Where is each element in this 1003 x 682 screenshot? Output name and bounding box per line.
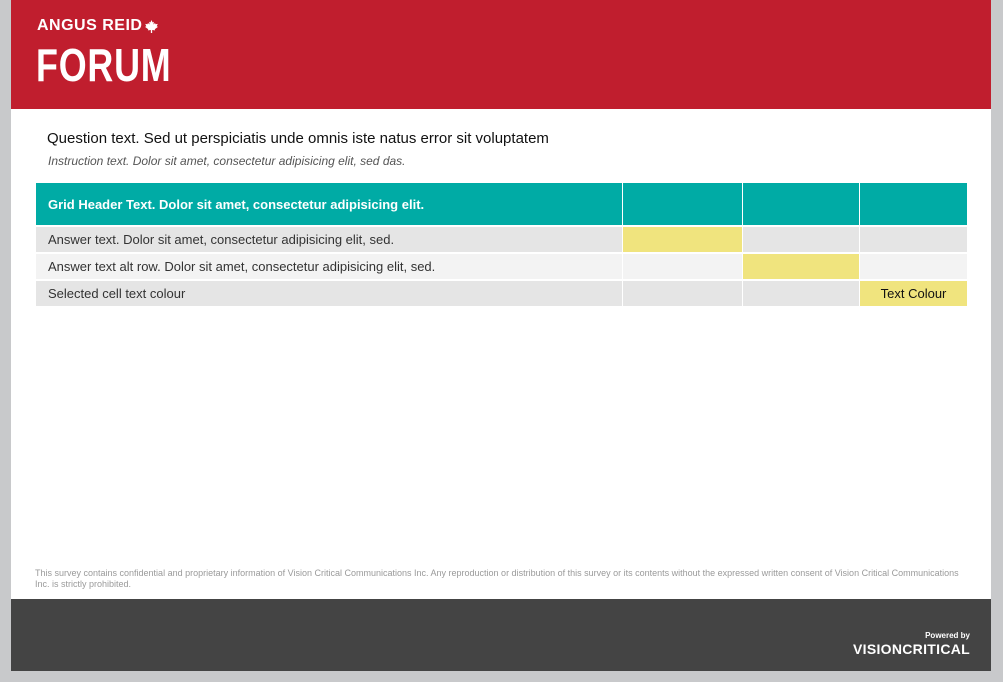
question-text: Question text. Sed ut perspiciatis unde omnis iste natus error sit voluptatem xyxy=(47,130,549,147)
header-banner xyxy=(11,0,991,109)
answer-cell-3-1[interactable] xyxy=(623,281,743,306)
grid-header-text: Grid Header Text. Dolor sit amet, consectetur adipisicing elit. xyxy=(36,183,623,225)
brand-logo-top xyxy=(37,17,158,35)
grid-header-column-1 xyxy=(623,183,743,225)
instruction-text: Instruction text. Dolor sit amet, consectetur adipisicing elit, sed das. xyxy=(48,154,406,168)
answer-label-3: Selected cell text colour xyxy=(36,281,623,306)
answer-grid xyxy=(36,183,967,306)
grid-header-column-2 xyxy=(743,183,860,225)
grid-answer-row-2 xyxy=(36,254,967,279)
grid-header-column-3 xyxy=(860,183,967,225)
footer-bar xyxy=(11,599,991,671)
survey-page xyxy=(11,0,991,671)
answer-label-1: Answer text. Dolor sit amet, consectetur adipisicing elit, sed. xyxy=(36,227,623,252)
powered-by-logo xyxy=(853,631,970,658)
answer-cell-2-1[interactable] xyxy=(623,254,743,279)
answer-cell-2-3[interactable] xyxy=(860,254,967,279)
grid-answer-row-3 xyxy=(36,281,967,306)
answer-cell-1-3[interactable] xyxy=(860,227,967,252)
answer-cell-1-1[interactable] xyxy=(623,227,743,252)
answer-cell-3-3[interactable]: Text Colour xyxy=(860,281,967,306)
disclaimer-text: This survey contains confidential and proprietary information of Vision Critical Communications Inc. Any reproduction or distribution of this survey or its contents without the expressed written consent of Vision Critical Communications Inc. is strictly prohibited. xyxy=(35,568,959,589)
powered-by-label: Powered by xyxy=(925,631,970,640)
answer-cell-1-2[interactable] xyxy=(743,227,860,252)
answer-cell-3-2[interactable] xyxy=(743,281,860,306)
brand-logo-forum: FORUM xyxy=(36,39,172,91)
grid-header-row xyxy=(36,183,967,225)
answer-label-2: Answer text alt row. Dolor sit amet, consectetur adipisicing elit, sed. xyxy=(36,254,623,279)
maple-leaf-icon xyxy=(145,20,158,33)
brand-name: ANGUS REID xyxy=(37,17,143,34)
visioncritical-logo: VISIONCRITICAL xyxy=(853,641,970,657)
answer-cell-2-2[interactable] xyxy=(743,254,860,279)
grid-answer-row-1 xyxy=(36,227,967,252)
